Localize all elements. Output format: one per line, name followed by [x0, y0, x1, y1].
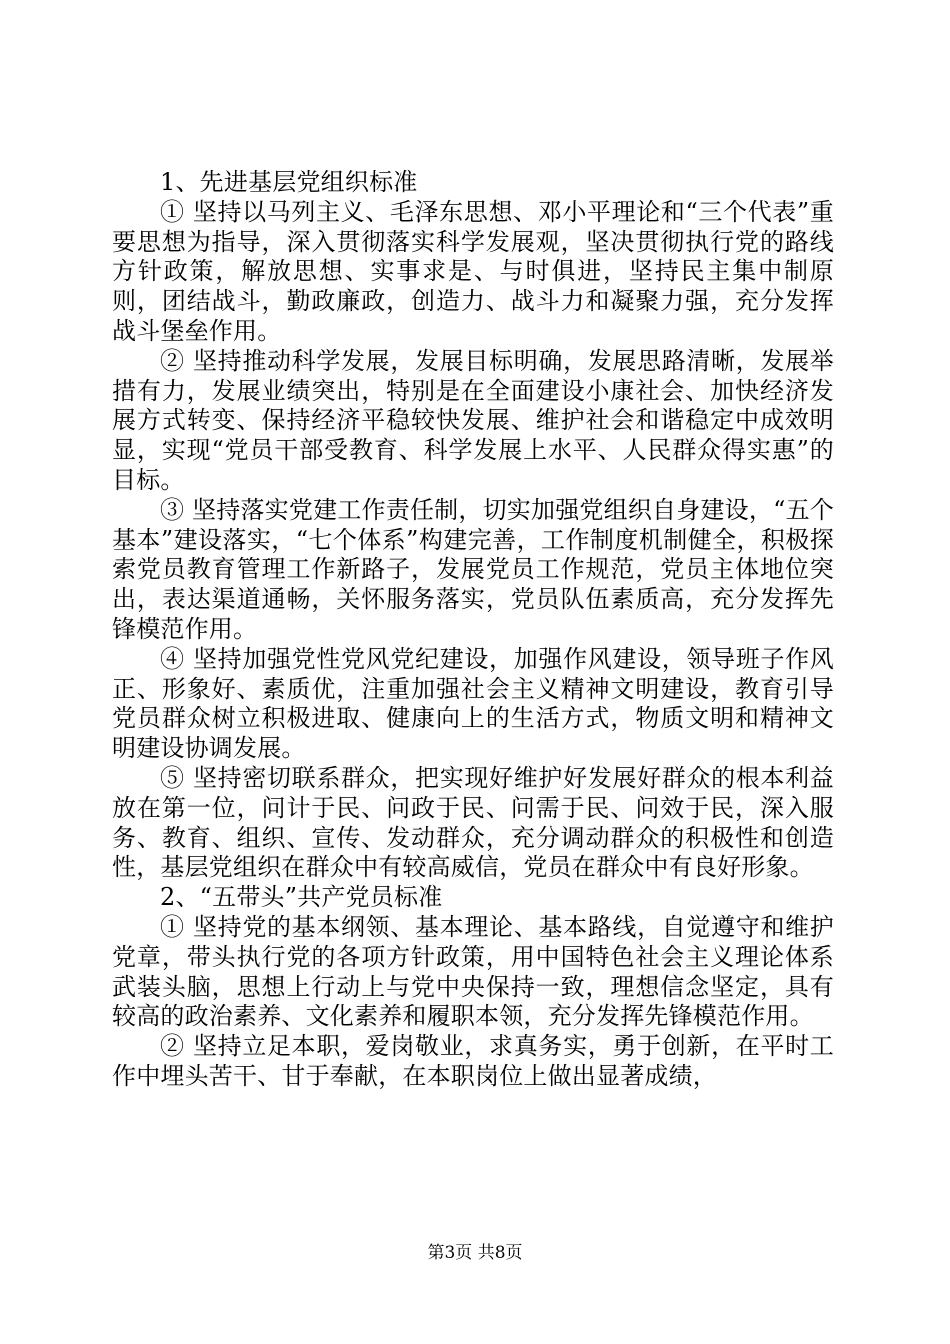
- paragraph: ① 坚持以马列主义、毛泽东思想、邓小平理论和“三个代表”重要思想为指导，深入贯彻落实科学发展观，坚决贯彻执行党的路线方针政策，解放思想、实事求是、与时俱进，坚持民主集中制原则，团结战斗，勤政廉政，创造力、战斗力和凝聚力强，充分发挥战斗堡垒作用。: [112, 197, 834, 345]
- paragraph: ⑤ 坚持密切联系群众，把实现好维护好发展好群众的根本利益放在第一位，问计于民、问政于民、问需于民、问效于民，深入服务、教育、组织、宣传、发动群众，充分调动群众的积极性和创造性，基层党组织在群众中有较高威信，党员在群众中有良好形象。: [112, 763, 834, 882]
- paragraph: ② 坚持立足本职，爱岗敬业，求真务实，勇于创新，在平时工作中埋头苦干、甘于奉献，在本职岗位上做出显著成绩，: [112, 1032, 834, 1090]
- page-footer: 第3页 共8页: [427, 1243, 523, 1263]
- paragraph: ① 坚持党的基本纲领、基本理论、基本路线，自觉遵守和维护党章，带头执行党的各项方针政策，用中国特色社会主义理论体系武装头脑，思想上行动上与党中央保持一致，理想信念坚定，具有较高的政治素养、文化素养和履职本领，充分发挥先锋模范作用。: [112, 912, 834, 1031]
- paragraph: ④ 坚持加强党性党风党纪建设，加强作风建设，领导班子作风正、形象好、素质优，注重加强社会主义精神文明建设，教育引导党员群众树立积极进取、健康向上的生活方式，物质文明和精神文明建设协调发展。: [112, 644, 834, 763]
- document-body: [112, 168, 834, 1092]
- paragraph: ② 坚持推动科学发展，发展目标明确，发展思路清晰，发展举措有力，发展业绩突出，特别是在全面建设小康社会、加快经济发展方式转变、保持经济平稳较快发展、维护社会和谐稳定中成效明显，实现“党员干部受教育、科学发展上水平、人民群众得实惠”的目标。: [112, 346, 834, 494]
- paragraph: ③ 坚持落实党建工作责任制，切实加强党组织自身建设，“五个基本”建设落实，“七个体系”构建完善，工作制度机制健全，积极探索党员教育管理工作新路子，发展党员工作规范，党员主体地位突出，表达渠道通畅，关怀服务落实，党员队伍素质高，充分发挥先锋模范作用。: [112, 495, 834, 643]
- section-heading-2: 2、“五带头”共产党员标准: [160, 883, 443, 912]
- section-heading-1: 1、先进基层党组织标准: [160, 168, 418, 196]
